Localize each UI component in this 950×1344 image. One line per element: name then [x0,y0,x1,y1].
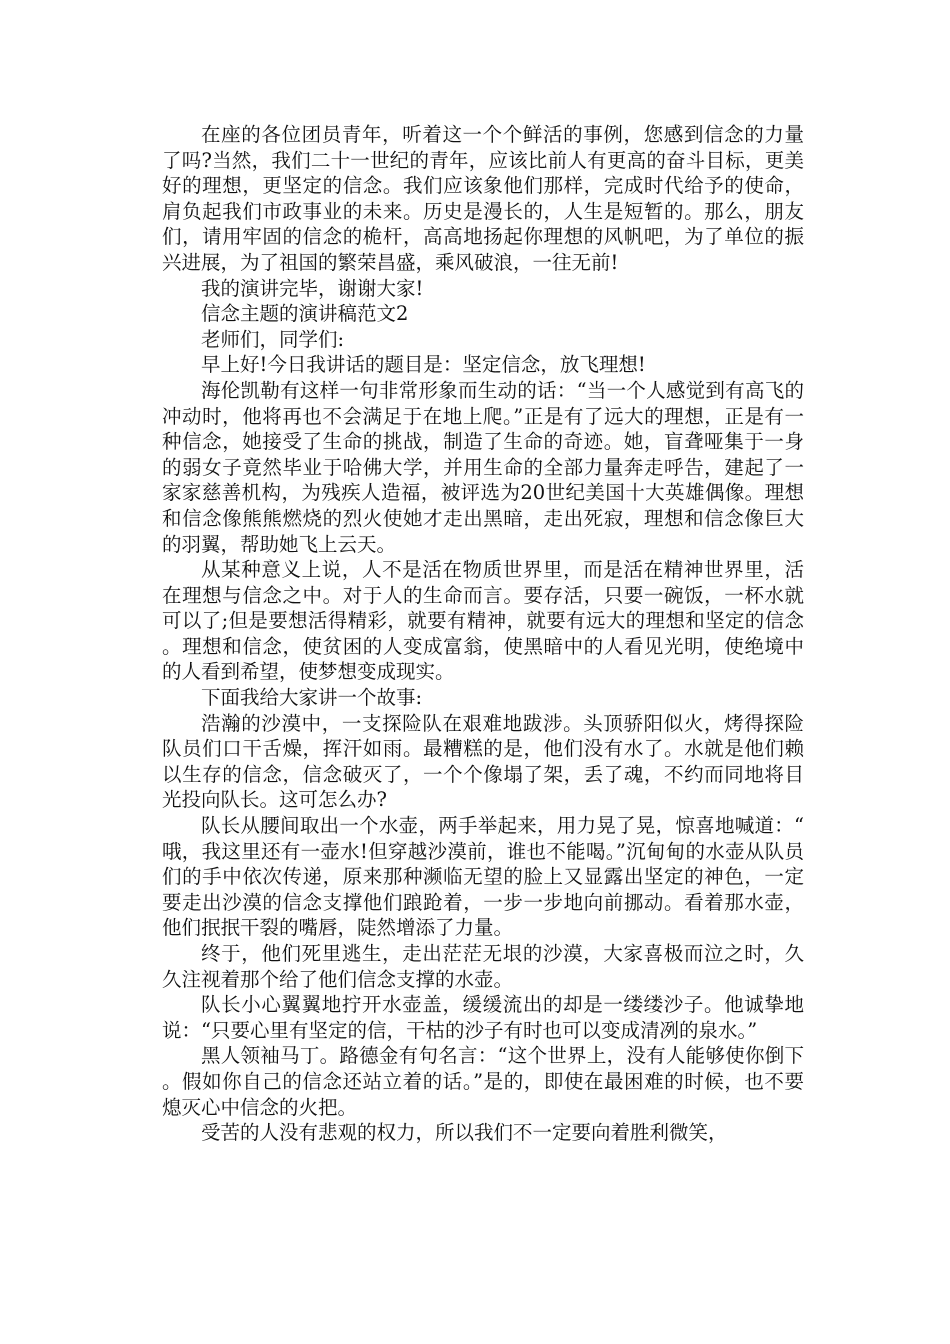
paragraph: 队长小心翼翼地拧开水壶盖，缓缓流出的却是一缕缕沙子。他诚挚地说：“只要心里有坚定的信，干枯的沙子有时也可以变成清冽的泉水。” [162,993,804,1042]
paragraph: 我的演讲完毕，谢谢大家! [201,276,424,300]
greeting: 老师们，同学们: [201,327,345,351]
paragraph: 受苦的人没有悲观的权力，所以我们不一定要向着胜利微笑， [201,1121,728,1145]
paragraph: 海伦凯勒有这样一句非常形象而生动的话：“当一个人感觉到有高飞的冲动时，他将再也不会满足于在地上爬。”正是有了远大的理想，正是有一种信念，她接受了生命的挑战，制造了生命的奇迹。她，盲聋哑集于一身的弱女子竟然毕业于哈佛大学，并用生命的全部力量奔走呼告，建起了一家家慈善机构，为残疾人造福，被评选为20世纪美国十大英雄偶像。理想和信念像熊熊燃烧的烈火使她才走出黑暗，走出死寂，理想和信念像巨大的羽翼，帮助她飞上云天。 [162,378,804,556]
paragraph: 早上好!今日我讲话的题目是：坚定信念，放飞理想! [201,353,646,377]
paragraph: 在座的各位团员青年，听着这一个个鲜活的事例，您感到信念的力量了吗?当然，我们二十一世纪的青年，应该比前人有更高的奋斗目标，更美好的理想，更坚定的信念。我们应该象他们那样，完成时代给予的使命，肩负起我们市政事业的未来。历史是漫长的，人生是短暂的。那么，朋友们，请用牢固的信念的桅杆，高高地扬起你理想的风帆吧，为了单位的振兴进展，为了祖国的繁荣昌盛，乘风破浪，一往无前! [162,123,804,274]
paragraph: 黑人领袖马丁。路德金有句名言：“这个世界上，没有人能够使你倒下。假如你自己的信念还站立着的话。”是的，即使在最困难的时候，也不要熄灭心中信念的火把。 [162,1044,804,1119]
document-body [162,122,804,1146]
section-title: 信念主题的演讲稿范文2 [201,302,409,326]
paragraph: 从某种意义上说，人不是活在物质世界里，而是活在精神世界里，活在理想与信念之中。对于人的生命而言。要存活，只要一碗饭，一杯水就可以了;但是要想活得精彩，就要有精神，就要有远大的理想和坚定的信念。理想和信念，使贫困的人变成富翁，使黑暗中的人看见光明，使绝境中的人看到希望，使梦想变成现实。 [162,558,804,684]
paragraph: 下面我给大家讲一个故事: [201,686,423,710]
paragraph: 浩瀚的沙漠中，一支探险队在艰难地跋涉。头顶骄阳似火，烤得探险队员们口干舌燥，挥汗如雨。最糟糕的是，他们没有水了。水就是他们赖以生存的信念，信念破灭了，一个个像塌了架，丢了魂，不约而同地将目光投向队长。这可怎么办? [162,711,804,812]
paragraph: 队长从腰间取出一个水壶，两手举起来，用力晃了晃，惊喜地喊道：“哦，我这里还有一壶水!但穿越沙漠前，谁也不能喝。”沉甸甸的水壶从队员们的手中依次传递，原来那种濒临无望的脸上又显露出坚定的神色，一定要走出沙漠的信念支撑他们踉跄着，一步一步地向前挪动。看着那水壶，他们抿抿干裂的嘴唇，陡然增添了力量。 [162,814,804,940]
paragraph: 终于，他们死里逃生，走出茫茫无垠的沙漠，大家喜极而泣之时，久久注视着那个给了他们信念支撑的水壶。 [162,942,804,991]
